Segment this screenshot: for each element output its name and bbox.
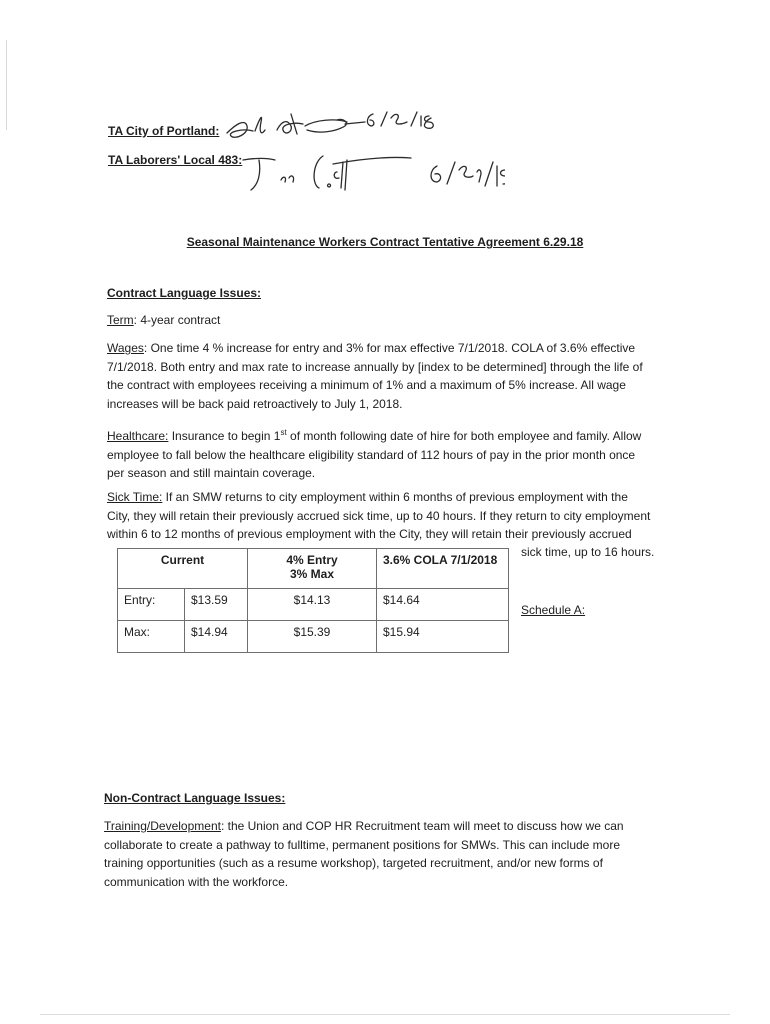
schedule-a-label: Schedule A: (521, 603, 586, 617)
sick-time-label: Sick Time: (107, 490, 163, 504)
handwritten-signatures (215, 100, 505, 200)
page-title: Seasonal Maintenance Workers Contract Tentative Agreement 6.29.18 (186, 235, 584, 249)
header-cola: 3.6% COLA 7/1/2018 (377, 549, 509, 589)
table-row (118, 589, 509, 621)
healthcare-text: of month following date of hire for both employee and family. Allow (286, 429, 642, 443)
header-current: Current (118, 549, 248, 589)
wages-line: : One time 4 % increase for entry and 3% for max effective 7/1/2018. COLA of 3.6% effective (143, 341, 636, 355)
sick-time-line: City, they will retain their previously accrued sick time, up to 40 hours. If they return to city employment (107, 508, 651, 523)
sick-time-line: within 6 to 12 months of previous employment with the City, they will retain their previously accrued (107, 527, 632, 541)
union-signature-label: TA Laborers' Local 483: (108, 153, 243, 167)
wages-line: 7/1/2018. Both entry and max rate to increase annually by [index to be determined] through the life of (107, 359, 643, 374)
training-line: collaborate to create a pathway to fulltime, permanent positions for SMWs. This can include more (104, 837, 621, 852)
header-increase (248, 549, 377, 589)
healthcare-text: Insurance to begin 1 (168, 429, 281, 443)
header-max-increase: 3% Max (289, 567, 335, 581)
scan-artifact-line (40, 1014, 730, 1015)
sick-time-paragraph (107, 488, 687, 544)
cola-rate: $14.64 (377, 589, 509, 621)
table-row (118, 621, 509, 653)
healthcare-line: per season and still maintain coverage. (107, 466, 316, 480)
term-paragraph (107, 311, 220, 330)
healthcare-paragraph (107, 424, 667, 483)
cola-rate: $15.94 (377, 621, 509, 653)
table-header-row (118, 549, 509, 589)
wages-paragraph (107, 339, 667, 413)
sick-time-line: If an SMW returns to city employment within 6 months of previous employment with the (162, 490, 628, 504)
training-line: : the Union and COP HR Recruitment team will meet to discuss how we can (220, 819, 624, 833)
healthcare-label: Healthcare: (107, 429, 169, 443)
healthcare-line: employee to fall below the healthcare eligibility standard of 112 hours of pay in the prior month once (107, 447, 636, 462)
training-line: communication with the workforce. (104, 874, 289, 889)
wages-label: Wages (107, 341, 144, 355)
increase-rate: $15.39 (248, 621, 377, 653)
wage-schedule-table (117, 548, 509, 653)
wages-line: increases will be back paid retroactively to July 1, 2018. (107, 396, 403, 411)
sick-time-line: sick time, up to 16 hours. (521, 545, 655, 559)
non-contract-heading: Non-Contract Language Issues: (104, 791, 286, 805)
current-rate: $13.59 (185, 589, 248, 621)
header-entry-increase: 4% Entry (286, 553, 338, 567)
contract-language-heading: Contract Language Issues: (107, 286, 262, 300)
term-text: : 4-year contract (133, 313, 221, 327)
term-label: Term (107, 313, 134, 327)
training-label: Training/Development (104, 819, 221, 833)
training-paragraph (104, 817, 664, 891)
scan-artifact-line (6, 40, 7, 130)
row-label: Entry: (118, 589, 185, 621)
ordinal-suffix: st (280, 428, 287, 437)
row-label: Max: (118, 621, 185, 653)
increase-rate: $14.13 (248, 589, 377, 621)
wages-line: the contract with employees receiving a minimum of 1% and a maximum of 5% increase. All wage (107, 378, 626, 392)
current-rate: $14.94 (185, 621, 248, 653)
city-signature-label: TA City of Portland: (108, 124, 220, 138)
training-line: training opportunities (such as a resume workshop), targeted recruitment, and/or new forms of (104, 856, 603, 870)
